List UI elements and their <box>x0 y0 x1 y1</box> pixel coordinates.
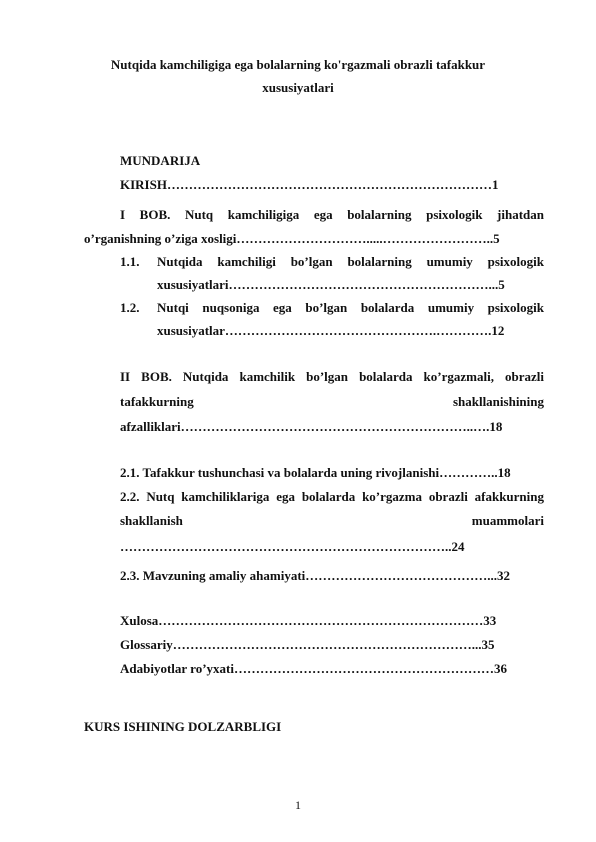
toc-entry-1-2-number: 1.2. <box>120 300 140 315</box>
toc-entry-2-2-line-2: shakllanish muammolari <box>120 513 544 528</box>
document-title-line-2: xususiyatlari <box>262 80 334 95</box>
section-heading: KURS ISHINING DOLZARBLIGI <box>84 719 282 734</box>
toc-entry-intro: KIRISH…………………………………………………………………1 <box>120 177 499 192</box>
toc-entry-chapter-2-line-3: afzalliklari…………………………………………………………..….18 <box>120 419 503 434</box>
page-number: 1 <box>295 798 301 812</box>
toc-entry-references: Adabiyotlar ro’yxati……………………………………………………36 <box>120 661 507 676</box>
toc-entry-chapter-2-line-2: tafakkurning shakllanishining <box>120 394 544 409</box>
toc-entry-2-2-line-1: 2.2. Nutq kamchiliklariga ega bolalarda ko’rgazma obrazli afakkurning <box>120 489 544 504</box>
toc-entry-1-2-line-1: Nutqi nuqsoniga ega bo’lgan bolalarda umumiy psixologik <box>157 300 544 315</box>
toc-entry-1-1-line-2: xususiyatlari……………………………………………………...5 <box>157 277 505 292</box>
toc-entry-glossary: Glossariy……………………………………………………………...35 <box>120 637 495 652</box>
toc-entry-conclusion: Xulosa…………………………………………………………………33 <box>120 613 497 628</box>
toc-entry-1-2-line-2: xususiyatlar………………………………………….………….12 <box>157 323 505 338</box>
toc-entry-chapter-2-line-1: II BOB. Nutqida kamchilik bo’lgan bolalarda ko’rgazmali, obrazli <box>120 369 544 384</box>
toc-entry-2-2-line-3: …………………………………………………………………..24 <box>120 539 465 554</box>
toc-entry-1-1-number: 1.1. <box>120 254 140 269</box>
toc-entry-2-1: 2.1. Tafakkur tushunchasi va bolalarda uning rivojlanishi…………..18 <box>120 465 511 480</box>
document-title-line-1: Nutqida kamchiligiga ega bolalarning ko'rgazmali obrazli tafakkur <box>110 57 486 72</box>
toc-heading: MUNDARIJA <box>120 153 201 168</box>
toc-entry-chapter-1-line-2: o’rganishning o’ziga xosligi………………………….....……………………..5 <box>84 231 500 246</box>
toc-entry-chapter-1-line-1: I BOB. Nutq kamchiligiga ega bolalarning psixologik jihatdan <box>120 207 544 222</box>
toc-entry-1-1-line-1: Nutqida kamchiligi bo’lgan bolalarning umumiy psixologik <box>157 254 544 269</box>
toc-entry-2-3: 2.3. Mavzuning amaliy ahamiyati……………………………………...32 <box>120 568 511 583</box>
